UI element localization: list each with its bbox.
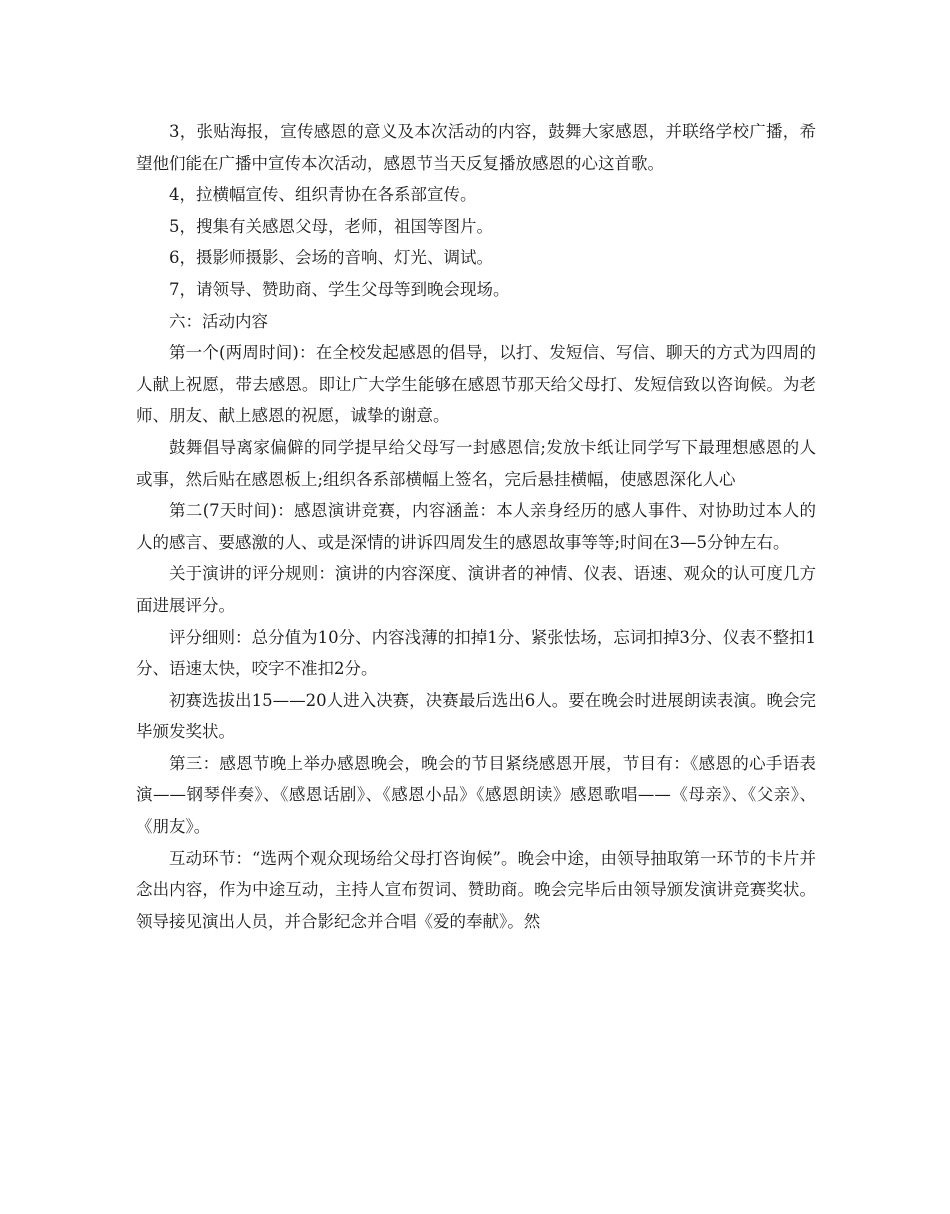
paragraph-interaction: 互动环节：“选两个观众现场给父母打咨询候”。晚会中途，由领导抽取第一环节的卡片并念出内容，作为中途互动，主持人宣布贺词、赞助商。晚会完毕后由领导颁发演讲竞赛奖状。领导接见演出人员，并合影纪念并合唱《爱的奉献》。然	[136, 848, 816, 931]
paragraph-invite-guests: 7，请领导、赞助商、学生父母等到晚会现场。	[169, 279, 510, 299]
paragraph-scoring-rules: 关于演讲的评分规则：演讲的内容深度、演讲者的神情、仪表、语速、观众的认可度几方面进展评分。	[136, 564, 816, 615]
paragraph-stage-one: 第一个(两周时间)：在全校发起感恩的倡导，以打、发短信、写信、聊天的方式为四周的人献上祝愿，带去感恩。即让广大学生能够在感恩节那天给父母打、发短信致以咨询候。为老师、朋友、献上感恩的祝愿，诚挚的谢意。	[136, 343, 816, 426]
paragraph-publicity-poster: 3，张贴海报，宣传感恩的意义及本次活动的内容，鼓舞大家感恩，并联络学校广播，希望他们能在广播中宣传本次活动，感恩节当天反复播放感恩的心这首歌。	[136, 122, 816, 173]
paragraph-encourage-letters: 鼓舞倡导离家偏僻的同学提早给父母写一封感恩信;发放卡纸让同学写下最理想感恩的人或事，然后贴在感恩板上;组织各系部横幅上签名，完后悬挂横幅，使感恩深化人心	[136, 437, 816, 489]
section-heading-activity-content: 六：活动内容	[169, 311, 268, 331]
paragraph-preliminary: 初赛选拔出15——20人进入决赛，决赛最后选出6人。要在晚会时进展朗读表演。晚会完毕颁发奖状。	[136, 690, 816, 742]
paragraph-banner: 4，拉横幅宣传、组织青协在各系部宣传。	[169, 185, 477, 205]
paragraph-pictures: 5，搜集有关感恩父母，老师，祖国等图片。	[169, 216, 493, 236]
paragraph-scoring-details: 评分细则：总分值为10分、内容浅薄的扣掉1分、紧张怯场，忘词扣掉3分、仪表不整扣1分、语速太快，咬字不准扣2分。	[136, 627, 816, 679]
paragraph-stage-two: 第二(7天时间)：感恩演讲竞赛，内容涵盖：本人亲身经历的感人事件、对协助过本人的人的感言、要感激的人、或是深情的讲诉四周发生的感恩故事等等;时间在3—5分钟左右。	[136, 501, 816, 552]
paragraph-stage-three: 第三：感恩节晚上举办感恩晚会，晚会的节目紧绕感恩开展，节目有：《感恩的心手语表演——钢琴伴奏》、《感恩话剧》、《感恩小品》《感恩朗读》感恩歌唱——《母亲》、《父亲》、《朋友》。	[136, 753, 816, 837]
document-body	[136, 116, 816, 937]
paragraph-photography: 6，摄影师摄影、会场的音响、灯光、调试。	[169, 248, 493, 268]
